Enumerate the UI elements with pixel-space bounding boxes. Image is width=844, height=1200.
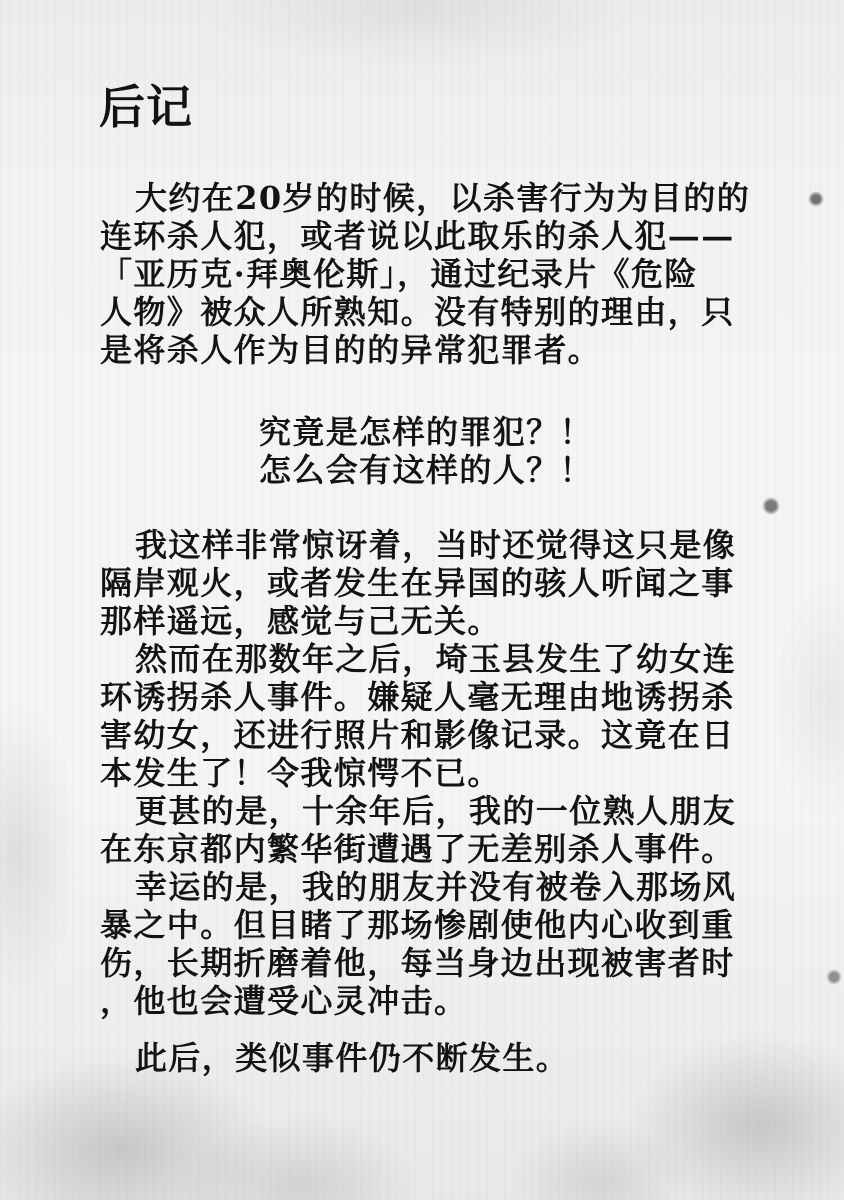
text-line: 此后，类似事件仍不断发生。 [135, 1039, 570, 1077]
text-line: ，他也会遭受心灵冲击。 [100, 982, 468, 1020]
exclamation-line: 究竟是怎样的罪犯？！ [258, 413, 593, 451]
paragraph [100, 640, 752, 792]
text-line: 在东京都内繁华街遭遇了无差别杀人事件。 [100, 830, 735, 868]
text-line: 环诱拐杀人事件。嫌疑人毫无理由地诱拐杀 [100, 678, 735, 716]
text-line: 连环杀人犯，或者说以此取乐的杀人犯—— [100, 217, 735, 255]
text-line: 隔岸观火，或者发生在异国的骇人听闻之事 [100, 564, 735, 602]
text-line: 暴之中。但目睹了那场惨剧使他内心收到重 [100, 906, 735, 944]
text-line: 人物》被众人所熟知。没有特别的理由，只 [100, 293, 735, 331]
closing-paragraph [100, 1039, 752, 1077]
text-line: 幸运的是，我的朋友并没有被卷入那场风 [135, 868, 737, 906]
text-line: 我这样非常惊讶着，当时还觉得这只是像 [135, 526, 737, 564]
exclamation-line: 怎么会有这样的人？！ [258, 451, 593, 489]
exclamations [100, 413, 752, 489]
page-title: 后记 [99, 80, 193, 134]
text-line: 然而在那数年之后，埼玉县发生了幼女连 [135, 640, 737, 678]
afterword-body [100, 179, 752, 1077]
opening-paragraph [100, 179, 752, 369]
paragraph [100, 868, 752, 1020]
text-line: 本发生了！令我惊愕不已。 [100, 754, 501, 792]
paragraph [100, 526, 752, 640]
text-line: 是将杀人作为目的的异常犯罪者。 [100, 331, 602, 369]
text-line: 更甚的是，十余年后，我的一位熟人朋友 [135, 792, 737, 830]
text-line: 伤，长期折磨着他，每当身边出现被害者时 [100, 944, 735, 982]
text-line: 害幼女，还进行照片和影像记录。这竟在日 [100, 716, 735, 754]
paragraph [100, 792, 752, 868]
main-paragraphs [100, 526, 752, 1020]
text-line: 「亚历克·拜奥伦斯」，通过纪录片《危险 [100, 255, 698, 293]
text-line: 那样遥远，感觉与己无关。 [100, 602, 501, 640]
text-line: 大约在20岁的时候，以杀害行为为目的的 [135, 179, 751, 217]
